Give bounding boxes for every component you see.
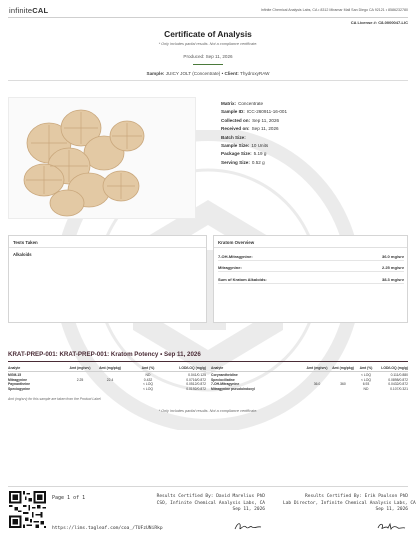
detail-sample-id: Sample ID: ICC-260911-16-001 [221,109,288,115]
table-row: Speciogynine < LOQ 0.0192/0.872 [8,386,206,391]
license-number: CA License #: C8-0000047-LIC [350,20,408,25]
certifier-block-1: Results Certified By: David Marelius PhD CSO, Infinite Chemical Analysis Labs, CA Sep 11, 2026 [156,494,265,513]
detail-matrix: Matrix: Concentrate [221,101,264,106]
sample-value: JUICY JOLT (Concentrate) [165,71,221,76]
section-divider [8,80,408,81]
page-number: Page 1 of 1 [52,495,86,501]
table-row: Speciociliatine < LOQ 0.0898/0.872 [211,377,408,382]
table-row: Corynantheidine < LOQ 0.111/0.880 [211,373,408,377]
signature-1 [233,521,263,532]
produced-date: Produced: Sep 11, 2026 [183,54,233,59]
potency-section-title: KRAT-PREP-001: KRAT-PREP-001: Kratom Potency • Sep 11, 2026 [8,351,201,358]
table-row: Mitragynine 2.25 22.4 0.432 0.0716/0.872 [8,377,206,382]
table-row: Paynantheine < LOQ 0.0512/0.872 [8,382,206,387]
coa-url-link[interactable]: https://lims.tagleaf.com/coa_/TUFzUNiRkp [52,526,163,531]
document-title: Certificate of Analysis [164,29,252,39]
kratom-overview-panel [213,235,408,323]
test-item-alkaloids: Alkaloids [13,252,32,257]
potency-table-left [8,364,206,390]
bottom-disclaimer: * Only includes partial results. Not a compliance certificate. [158,409,258,413]
kratom-row-mitragynine: Mitragynine: 2.25 mg/srv [218,265,404,270]
logo-text-bold: CAL [32,6,49,15]
kratom-overview-title: Kratom Overview [218,240,255,245]
top-disclaimer: * Only includes partial results. Not a compliance certificate. [158,42,258,46]
qr-code-icon[interactable] [9,491,46,528]
tests-taken-title: Tests Taken [13,240,38,245]
title-accent-bar [193,64,223,65]
signature-2 [376,521,406,532]
lab-logo [9,6,48,15]
table-header-row: Analyte Amt (mg/srv) Amt (mg/pkg) Amt (%) LOD/LOQ (mg/g) [211,366,408,370]
panel-divider [214,247,407,248]
lab-address: Infinite Chemical Analysis Labs, CA • 8312 Miramar Mall San Diego CA 92121 • 8586232780 [260,8,408,12]
sample-client-line [0,71,416,76]
table-note: Amt (mg/srv) for this sample are taken from the Product Label [8,397,101,401]
kratom-row-sum: Sum of Kratom Alkaloids: 38.3 mg/srv [218,277,404,282]
detail-batch-size: Batch Size: [221,134,246,140]
sample-separator: • [221,71,224,76]
table-row: 7-OH-Mitragynine 36.0 360 6.93 0.0432/0.872 [211,382,408,387]
potency-table-right [211,364,408,390]
panel-divider [9,247,206,248]
table-header-row: Analyte Amt (mg/srv) Amt (mg/pkg) Amt (%) LOD/LOQ (mg/g) [8,366,206,370]
tests-taken-panel [8,235,207,323]
table-row: MGM-15 ND 0.041/0.125 [8,373,206,377]
detail-package-size: Package Size: 5.19 g [221,151,267,157]
detail-sample-size: Sample Size: 10 Units [221,143,269,149]
certifier-block-2: Results Certified By: Erik Paulson PhD Lab Director, Infinite Chemical Analysis Labs, CA Sep 11, 2026 [283,494,416,513]
header-divider [8,17,408,18]
kratom-row-7oh: 7-OH-Mitragynine: 36.0 mg/srv [218,254,404,259]
client-value: ThydroxyRAW [240,71,270,76]
product-photo [8,97,196,219]
footer-divider [8,486,408,487]
detail-collected-on: Collected on: Sep 11, 2026 [221,117,280,123]
page-header [0,0,416,25]
sample-details [221,100,411,167]
detail-received-on: Received on: Sep 11, 2026 [221,126,279,132]
sample-label: Sample: [146,71,165,76]
kratom-tablets-image [9,98,197,220]
table-row: Mitragynine pseudoindoxyl ND 0.107/0.321 [211,386,408,391]
logo-text-thin: infinite [9,6,33,15]
potency-divider [8,361,408,362]
client-label: Client: [224,71,239,76]
detail-serving-size: Serving Size: 0.52 g [221,159,265,165]
